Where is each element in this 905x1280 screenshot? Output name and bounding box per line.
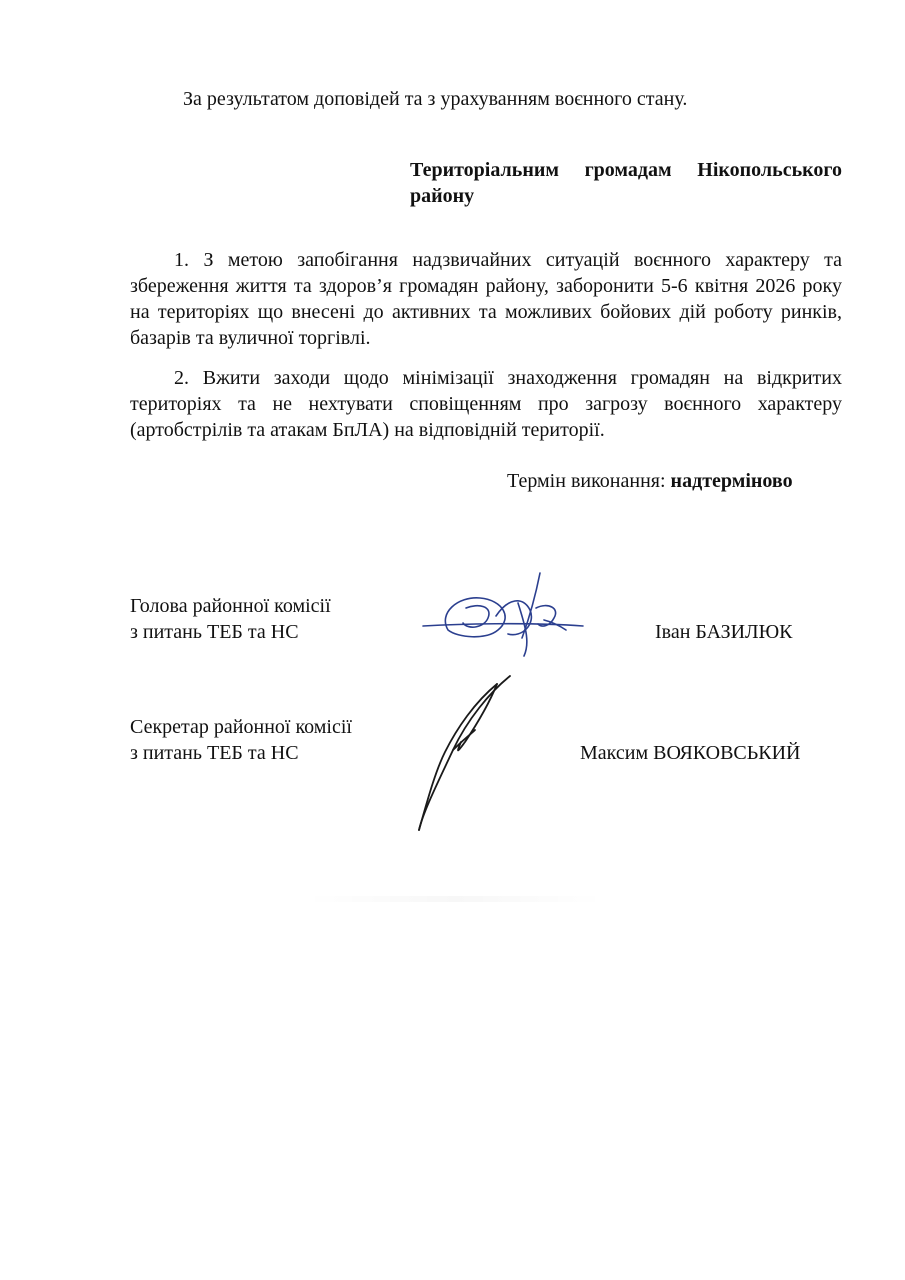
item-2-paragraph: 2. Вжити заходи щодо мінімізації знаходження громадян на відкритих територіях та не нехтувати сповіщенням про загрозу воєнного характеру (артобстрілів та атакам БпЛА) на відповідній території. — [130, 367, 842, 441]
deadline-label: Термін виконання: — [507, 470, 671, 492]
signatory-1-title-line2: з питань ТЕБ та НС — [130, 621, 299, 643]
signature-1-image — [418, 568, 588, 663]
signatory-1-title-line1: Голова районної комісії — [130, 595, 331, 617]
signatory-2-title-line2: з питань ТЕБ та НС — [130, 742, 299, 764]
intro-text: За результатом доповідей та з урахуванням воєнного стану. — [183, 88, 688, 110]
deadline-value: надтерміново — [670, 470, 793, 492]
item-1-paragraph: 1. З метою запобігання надзвичайних ситуацій воєнного характеру та збереження життя та здоров’я громадян району, заборонити 5-6 квітня 2026 року на територіях що внесені до активних та можливих бойових дій роботу ринків, базарів та вуличної торгівлі. — [130, 249, 842, 349]
signatory-2-title-line1: Секретар районної комісії — [130, 716, 352, 738]
scan-artifact — [305, 896, 605, 902]
signatory-1-name: Іван БАЗИЛЮК — [655, 621, 793, 643]
signatory-2-name: Максим ВОЯКОВСЬКИЙ — [580, 742, 801, 764]
addressee-heading: Територіальним громадам Нікопольського району — [410, 159, 842, 207]
deadline-line — [507, 468, 793, 494]
signature-2-image — [405, 672, 520, 837]
